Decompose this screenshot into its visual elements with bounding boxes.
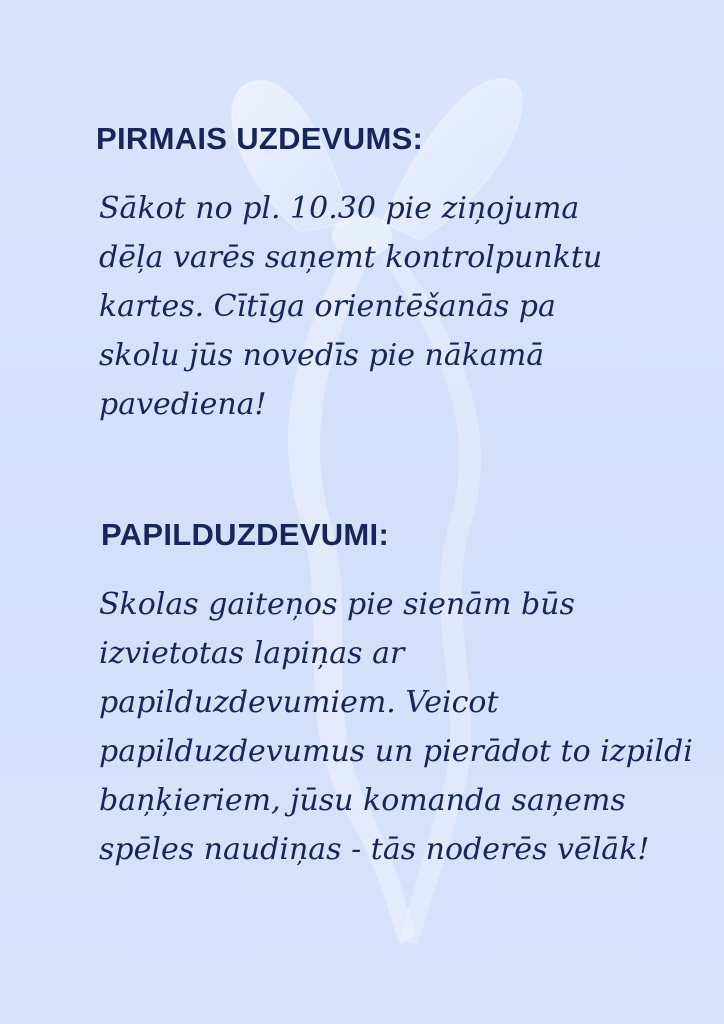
section1-line: pavediena! [99,387,267,422]
section2-line: spēles naudiņas - tās noderēs vēlāk! [99,832,650,867]
section1-line: kartes. Cītīga orientēšanās pa [99,289,556,324]
section1-line: dēļa varēs saņemt kontrolpunktu [99,240,603,275]
section2-line: izvietotas lapiņas ar [99,636,405,671]
section2-line: baņķieriem, jūsu komanda saņems [99,783,626,818]
section1-heading: PIRMAIS UZDEVUMS: [96,121,424,156]
section1-line: skolu jūs novedīs pie nākamā [99,338,545,373]
section2-line: Skolas gaiteņos pie sienām būs [99,587,575,622]
section2-body [99,580,693,874]
section1-body [99,184,602,429]
section2-line: papilduzdevumiem. Veicot [99,685,499,720]
section2-line: papilduzdevumus un pierādot to izpildi [99,734,693,769]
section2-heading: PAPILDUZDEVUMI: [101,517,390,552]
section1-line: Sākot no pl. 10.30 pie ziņojuma [99,191,580,226]
